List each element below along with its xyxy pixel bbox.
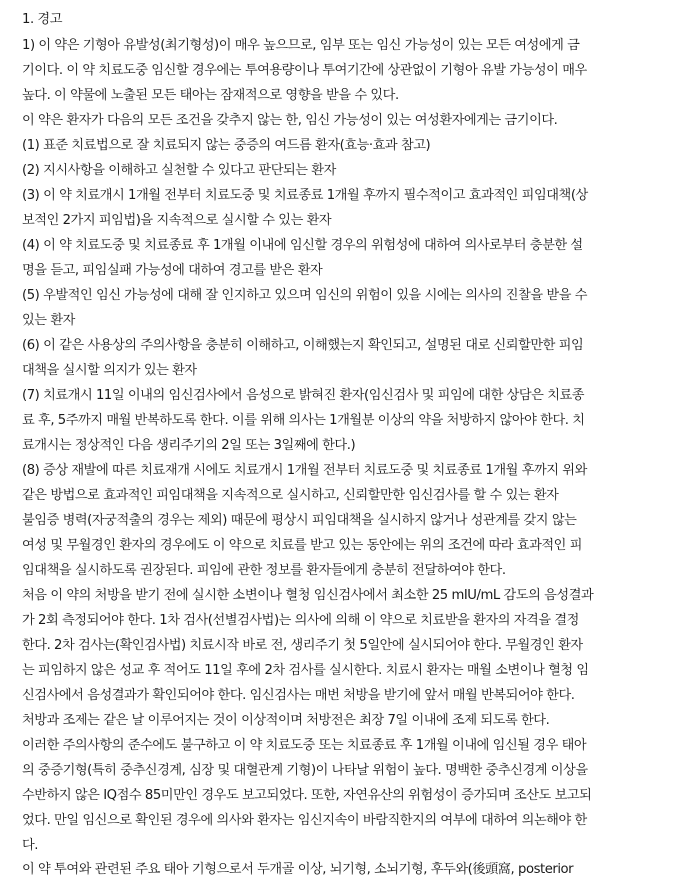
text-line: 는 피임하지 않은 성교 후 적어도 11일 후에 2차 검사를 실시한다. 치료시 환자는 매월 소변이나 혈청 임 bbox=[22, 663, 589, 678]
condition-item: (1) 표준 치료법으로 잘 치료되지 않는 중증의 여드름 환자(효능·효과 참고) bbox=[22, 138, 431, 153]
condition-item: (7) 치료개시 11일 이내의 임신검사에서 음성으로 밝혀진 환자(임신검사 및 피임에 대한 상담은 치료종 bbox=[22, 388, 585, 403]
text-line: 이러한 주의사항의 준수에도 불구하고 이 약 치료도중 또는 치료종료 후 1개월 이내에 임신될 경우 태아 bbox=[22, 738, 587, 753]
condition-item: (3) 이 약 치료개시 1개월 전부터 치료도중 및 치료종료 1개월 후까지 필수적이고 효과적인 피임대책(상 bbox=[22, 188, 588, 203]
condition-item: (5) 우발적인 임신 가능성에 대해 잘 인지하고 있으며 임신의 위험이 있을 시에는 의사의 진찰을 받을 수 bbox=[22, 288, 588, 303]
text-line: 보적인 2가지 피임법)을 지속적으로 실시할 수 있는 환자 bbox=[22, 213, 332, 228]
text-line: 명을 듣고, 피임실패 가능성에 대하여 경고를 받은 환자 bbox=[22, 263, 323, 278]
text-line: 1) 이 약은 기형아 유발성(최기형성)이 매우 높으므로, 임부 또는 임신 가능성이 있는 모든 여성에게 금 bbox=[22, 38, 580, 53]
text-line: 같은 방법으로 효과적인 피임대책을 지속적으로 실시하고, 신뢰할만한 임신검사를 할 수 있는 환자 bbox=[22, 488, 559, 503]
text-line: 의 중증기형(특히 중추신경계, 심장 및 대혈관계 기형)이 나타날 위험이 높다. 명백한 중추신경계 이상을 bbox=[22, 763, 588, 778]
text-line: 다. bbox=[22, 838, 39, 853]
text-line: 처음 이 약의 처방을 받기 전에 실시한 소변이나 혈청 임신검사에서 최소한 25 mIU/mL 감도의 음성결과 bbox=[22, 588, 594, 603]
text-line: 수반하지 않은 IQ점수 85미만인 경우도 보고되었다. 또한, 자연유산의 위험성이 증가되며 조산도 보고되 bbox=[22, 788, 592, 803]
text-line: 여성 및 무월경인 환자의 경우에도 이 약으로 치료를 받고 있는 동안에는 위의 조건에 따라 효과적인 피 bbox=[22, 538, 582, 553]
condition-item: (4) 이 약 치료도중 및 치료종료 후 1개월 이내에 임신할 경우의 위험성에 대하여 의사로부터 충분한 설 bbox=[22, 238, 583, 253]
text-line: 료 후, 5주까지 매월 반복하도록 한다. 이를 위해 의사는 1개월분 이상의 약을 처방하지 않아야 한다. 치 bbox=[22, 413, 585, 428]
condition-item: (2) 지시사항을 이해하고 실천할 수 있다고 판단되는 환자 bbox=[22, 163, 336, 178]
text-line: 대책을 실시할 의지가 있는 환자 bbox=[22, 363, 197, 378]
text-line: 한다. 2차 검사는(확인검사법) 치료시작 바로 전, 생리주기 첫 5일안에 실시되어야 한다. 무월경인 환자 bbox=[22, 638, 583, 653]
text-line: 있는 환자 bbox=[22, 313, 75, 328]
text-line: 이 약은 환자가 다음의 모든 조건을 갖추지 않는 한, 임신 가능성이 있는 여성환자에게는 금기이다. bbox=[22, 113, 558, 128]
text-line: 임대책을 실시하도록 권장된다. 피임에 관한 정보를 환자들에게 충분히 전달하여야 한다. bbox=[22, 563, 506, 578]
text-line: 처방과 조제는 같은 날 이루어지는 것이 이상적이며 처방전은 최장 7일 이내에 조제 되도록 한다. bbox=[22, 713, 550, 728]
text-line: 높다. 이 약물에 노출된 모든 태아는 잠재적으로 영향을 받을 수 있다. bbox=[22, 88, 399, 103]
condition-item: (6) 이 같은 사용상의 주의사항을 충분히 이해하고, 이해했는지 확인되고, 설명된 대로 신뢰할만한 피임 bbox=[22, 338, 584, 353]
text-line: 이 약 투여와 관련된 주요 태아 기형으로서 두개골 이상, 뇌기형, 소뇌기형, 후두와(後頭窩, posterior bbox=[22, 862, 574, 877]
condition-item: (8) 증상 재발에 따른 치료재개 시에도 치료개시 1개월 전부터 치료도중 및 치료종료 1개월 후까지 위와 bbox=[22, 463, 587, 478]
text-line: 신검사에서 음성결과가 확인되어야 한다. 임신검사는 매번 처방을 받기에 앞서 매월 반복되어야 한다. bbox=[22, 688, 575, 703]
text-line: 가 2회 측정되어야 한다. 1차 검사(선별검사법)는 의사에 의해 이 약으로 치료받을 환자의 자격을 결정 bbox=[22, 613, 579, 628]
text-line: 불임증 병력(자궁적출의 경우는 제외) 때문에 평상시 피임대책을 실시하지 않거나 성관계를 갖지 않는 bbox=[22, 513, 577, 528]
text-line: 료개시는 정상적인 다음 생리주기의 2일 또는 3일째에 한다.) bbox=[22, 438, 356, 453]
text-line: 었다. 만일 임신으로 확인된 경우에 의사와 환자는 임신지속이 바람직한지의 여부에 대하여 의논해야 한 bbox=[22, 813, 587, 828]
section-heading-warning: 1. 경고 bbox=[22, 12, 63, 27]
text-line: 기이다. 이 약 치료도중 임신할 경우에는 투여용량이나 투여기간에 상관없이 기형아 유발 가능성이 매우 bbox=[22, 63, 587, 78]
